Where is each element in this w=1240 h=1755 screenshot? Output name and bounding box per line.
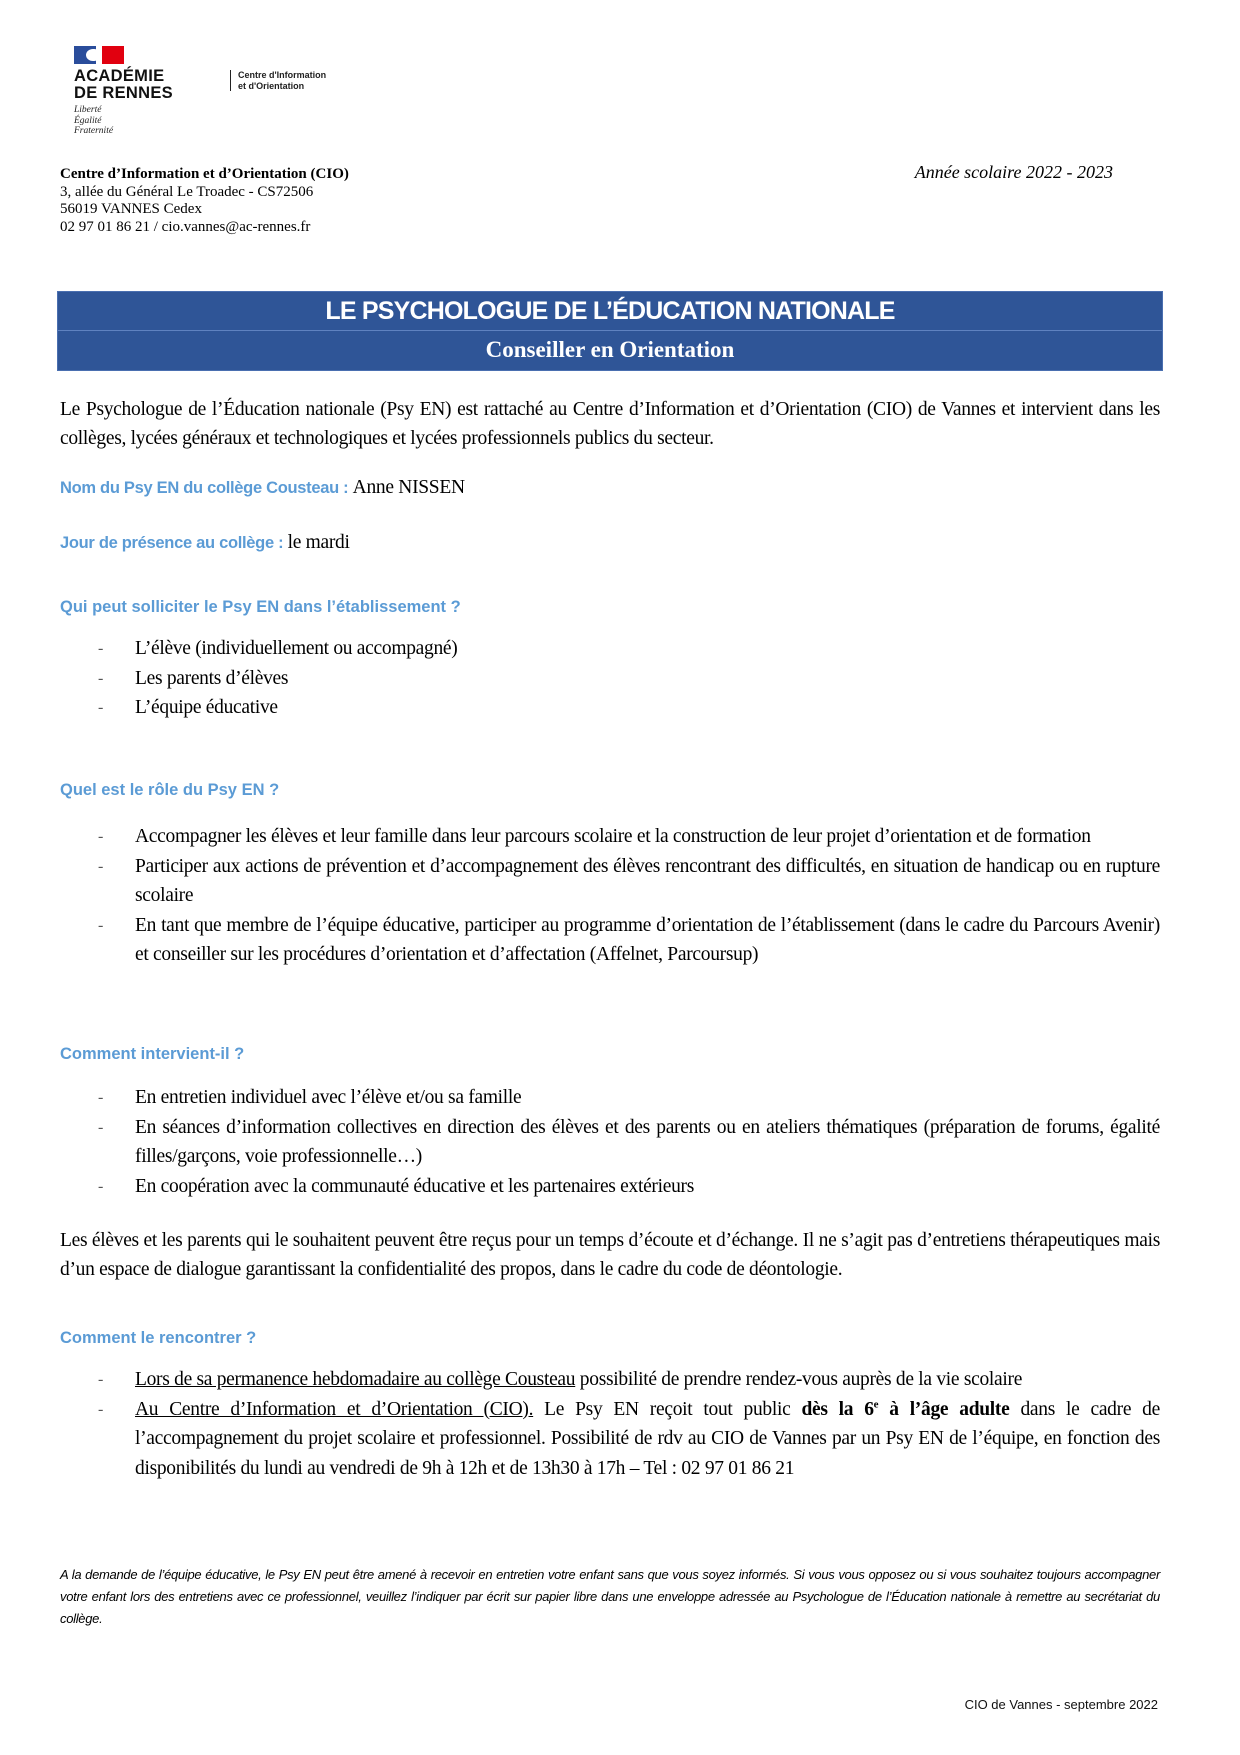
age-range: dès la 6e à l’âge adulte (801, 1398, 1010, 1420)
meet-list (60, 1365, 1160, 1483)
list-item: - Accompagner les élèves et leur famille dans leur parcours scolaire et la construction de leur projet d’orientation et de formation (98, 826, 1091, 847)
list-item: - Les parents d’élèves (98, 667, 289, 689)
title-banner (57, 291, 1163, 371)
footer: CIO de Vannes - septembre 2022 (964, 1697, 1158, 1712)
academie-name: ACADÉMIE DE RENNES (74, 67, 173, 102)
listening-paragraph: Les élèves et les parents qui le souhaitent peuvent être reçus pour un temps d’écoute et d’échange. Il ne s’agit pas d’entretiens thérapeutiques mais d’un espace de dialogue garantissant la confidentialité des propos, dans le cadre du code de déontologie. (60, 1230, 1160, 1280)
list-item: - En séances d’information collectives en direction des élèves et des parents ou en ateliers thématiques (préparation de forums, égalité filles/garçons, voie professionnelle…) (98, 1116, 1160, 1167)
who-list (60, 634, 1160, 723)
psy-name-field (60, 473, 1160, 503)
intro-paragraph: Le Psychologue de l’Éducation nationale (Psy EN) est rattaché au Centre d’Information et d’Orientation (CIO) de Vannes et intervient dans les collèges, lycées généraux et technologiques et lycées professionnels publics du secteur. (60, 399, 1160, 449)
heading-how: Comment intervient-il ? (60, 1045, 245, 1063)
parental-notice: A la demande de l’équipe éducative, le Psy EN peut être amené à recevoir en entretien votre enfant sans que vous soyez informés. Si vous vous opposez ou si vous souhaitez toujours accompagner votre enfant lors des entretiens avec ce professionnel, veuillez l’indiquer par écrit sur papier libre dans une enveloppe adressée au Psychologue de l’Éducation nationale à remettre au secrétariat du collège. (60, 1567, 1160, 1626)
academie-logo (74, 46, 173, 137)
republique-flag-icon (74, 46, 124, 64)
presence-day-field (60, 528, 1160, 558)
cio-name: Centre d’Information et d’Orientation (CIO) (60, 166, 349, 182)
presence-day-value: le mardi (287, 532, 350, 553)
cio-address (60, 166, 349, 236)
page-title: LE PSYCHOLOGUE DE L’ÉDUCATION NATIONALE (58, 292, 1162, 331)
page-subtitle: Conseiller en Orientation (485, 337, 735, 362)
list-item: - En coopération avec la communauté éducative et les partenaires extérieurs (98, 1175, 695, 1197)
list-item: - Au Centre d’Information et d’Orientation (CIO). Le Psy EN reçoit tout public dès la 6e à l’âge adulte dans le cadre de l’accompagnement du projet scolaire et professionnel. Possibilité de rdv au CIO de Vannes par un Psy EN de l’équipe, en fonction des disponibilités du lundi au vendredi de 9h à 12h et de 13h30 à 17h – Tel : 02 97 01 86 21 (98, 1398, 1160, 1479)
city: 56019 VANNES Cedex (60, 201, 202, 217)
street: 3, allée du Général Le Troadec - CS72506 (60, 183, 314, 200)
list-item: - En tant que membre de l’équipe éducative, participer au programme d’orientation de l’établissement (dans le cadre du Parcours Avenir) et conseiller sur les procédures d’orientation et d’affectation (Affelnet, Parcoursup) (98, 914, 1160, 965)
list-item: - En entretien individuel avec l’élève et/ou sa famille (98, 1087, 522, 1108)
heading-role: Quel est le rôle du Psy EN ? (60, 781, 280, 799)
devise: Liberté Égalité Fraternité (74, 105, 114, 136)
psy-name-value: Anne NISSEN (352, 477, 465, 498)
permanence-text: Lors de sa permanence hebdomadaire au collège Cousteau (135, 1369, 576, 1390)
school-year: Année scolaire 2022 - 2023 (914, 162, 1113, 182)
list-item: - L’élève (individuellement ou accompagné) (98, 638, 458, 659)
psy-name-label: Nom du Psy EN du collège Cousteau : (60, 479, 353, 497)
heading-meet: Comment le rencontrer ? (60, 1329, 257, 1347)
cio-service-label: Centre d'Information et d'Orientation (230, 70, 326, 91)
how-list (60, 1083, 1160, 1201)
presence-day-label: Jour de présence au collège : (60, 534, 288, 552)
list-item: - Participer aux actions de prévention et d’accompagnement des élèves rencontrant des difficultés, en situation de handicap ou en rupture scolaire (98, 855, 1160, 906)
list-item: - L’équipe éducative (98, 697, 278, 718)
role-list (60, 822, 1160, 970)
cio-text: Au Centre d’Information et d’Orientation (CIO). (135, 1398, 534, 1420)
heading-who: Qui peut solliciter le Psy EN dans l’établissement ? (60, 598, 461, 616)
contact: 02 97 01 86 21 / cio.vannes@ac-rennes.fr (60, 218, 311, 235)
list-item: - Lors de sa permanence hebdomadaire au collège Cousteau possibilité de prendre rendez-vous auprès de la vie scolaire (98, 1369, 1023, 1390)
